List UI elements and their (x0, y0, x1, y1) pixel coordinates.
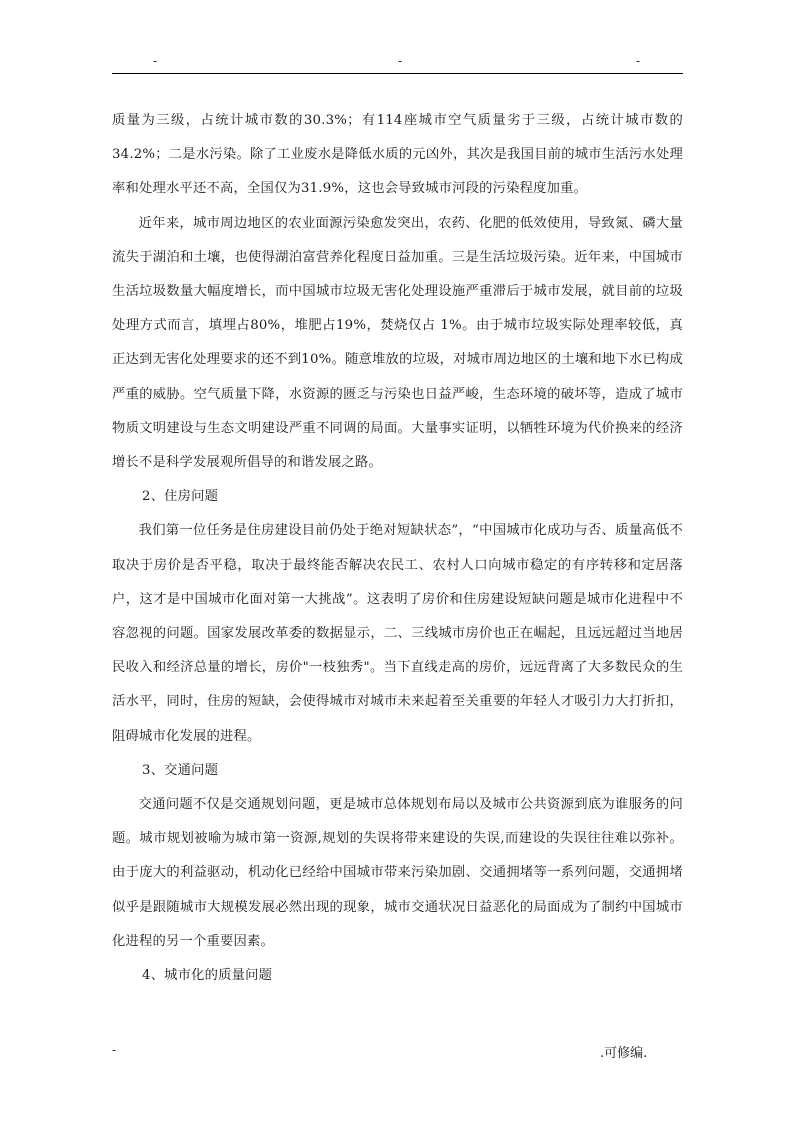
section-heading-quality: 4、城市化的质量问题 (142, 968, 273, 984)
section-heading-housing: 2、住房问题 (142, 489, 219, 505)
header-divider (112, 73, 683, 74)
paragraph-traffic: 交通问题不仅是交通规划问题，更是城市总体规划布局以及城市公共资源到底为谁服务的问题。城市规划被喻为城市第一资源,规划的失误将带来建设的失误,而建设的失误往往难以弥补。由于庞大的利益驱动，机动化已经给中国城市带来污染加剧、交通拥堵等一系列问题，交通拥堵似乎是跟随城市大规模发展必然出现的现象，城市交通状况日益恶化的局面成为了制约中国城市化进程的另一个重要因素。 (112, 797, 683, 949)
section-heading-traffic: 3、交通问题 (142, 762, 219, 778)
footer-mark: - (112, 1043, 117, 1057)
paragraph-housing: 我们第一位任务是住房建设目前仍处于绝对短缺状态”，“中国城市化成功与否、质量高低不取决于房价是否平稳，取决于最终能否解决农民工、农村人口向城市稳定的有序转移和定居落户，这才是中国城市化面对第一大挑战”。这表明了房价和住房建设短缺问题是城市化进程中不容忽视的问题。国家发展改革委的数据显示，二、三线城市房价也正在崛起，且远远超过当地居民收入和经济总量的增长，房价"一枝独秀"。当下直线走高的房价，远远背离了大多数民众的生活水平，同时，住房的短缺，会使得城市对城市未来起着至关重要的年轻人才吸引力大打折扣，阻碍城市化发展的进程。 (112, 523, 683, 744)
paragraph-agriculture-garbage-pollution: 近年来，城市周边地区的农业面源污染愈发突出，农药、化肥的低效使用，导致氮、磷大量流失于湖泊和土壤，也使得湖泊富营养化程度日益加重。三是生活垃圾污染。近年来，中国城市生活垃圾数量大幅度增长，而中国城市垃圾无害化处理设施严重滞后于城市发展，就目前的垃圾处理方式而言，填埋占80%，堆肥占19%，焚烧仅占 1%。由于城市垃圾实际处理率较低，真正达到无害化处理要求的还不到10%。随意堆放的垃圾，对城市周边地区的土壤和地下水已构成严重的威胁。空气质量下降，水资源的匮乏与污染也日益严峻，生态环境的破坏等，造成了城市物质文明建设与生态文明建设严重不同调的局面。大量事实证明，以牺牲环境为代价换来的经济增长不是科学发展观所倡导的和谐发展之路。 (112, 215, 683, 471)
header-mark-right: - (636, 54, 641, 68)
header-mark-center: - (398, 54, 403, 68)
document-body (112, 104, 683, 993)
footer-editable-label: .可修编. (600, 1046, 648, 1061)
paragraph-air-water-pollution: 质量为三级，占统计城市数的30.3%；有114座城市空气质量劣于三级，占统计城市数的34.2%；二是水污染。除了工业废水是降低水质的元凶外，其次是我国目前的城市生活污水处理率和处理水平还不高，全国仅为31.9%，这也会导致城市河段的污染程度加重。 (112, 113, 683, 197)
header-mark-left: - (153, 54, 158, 68)
